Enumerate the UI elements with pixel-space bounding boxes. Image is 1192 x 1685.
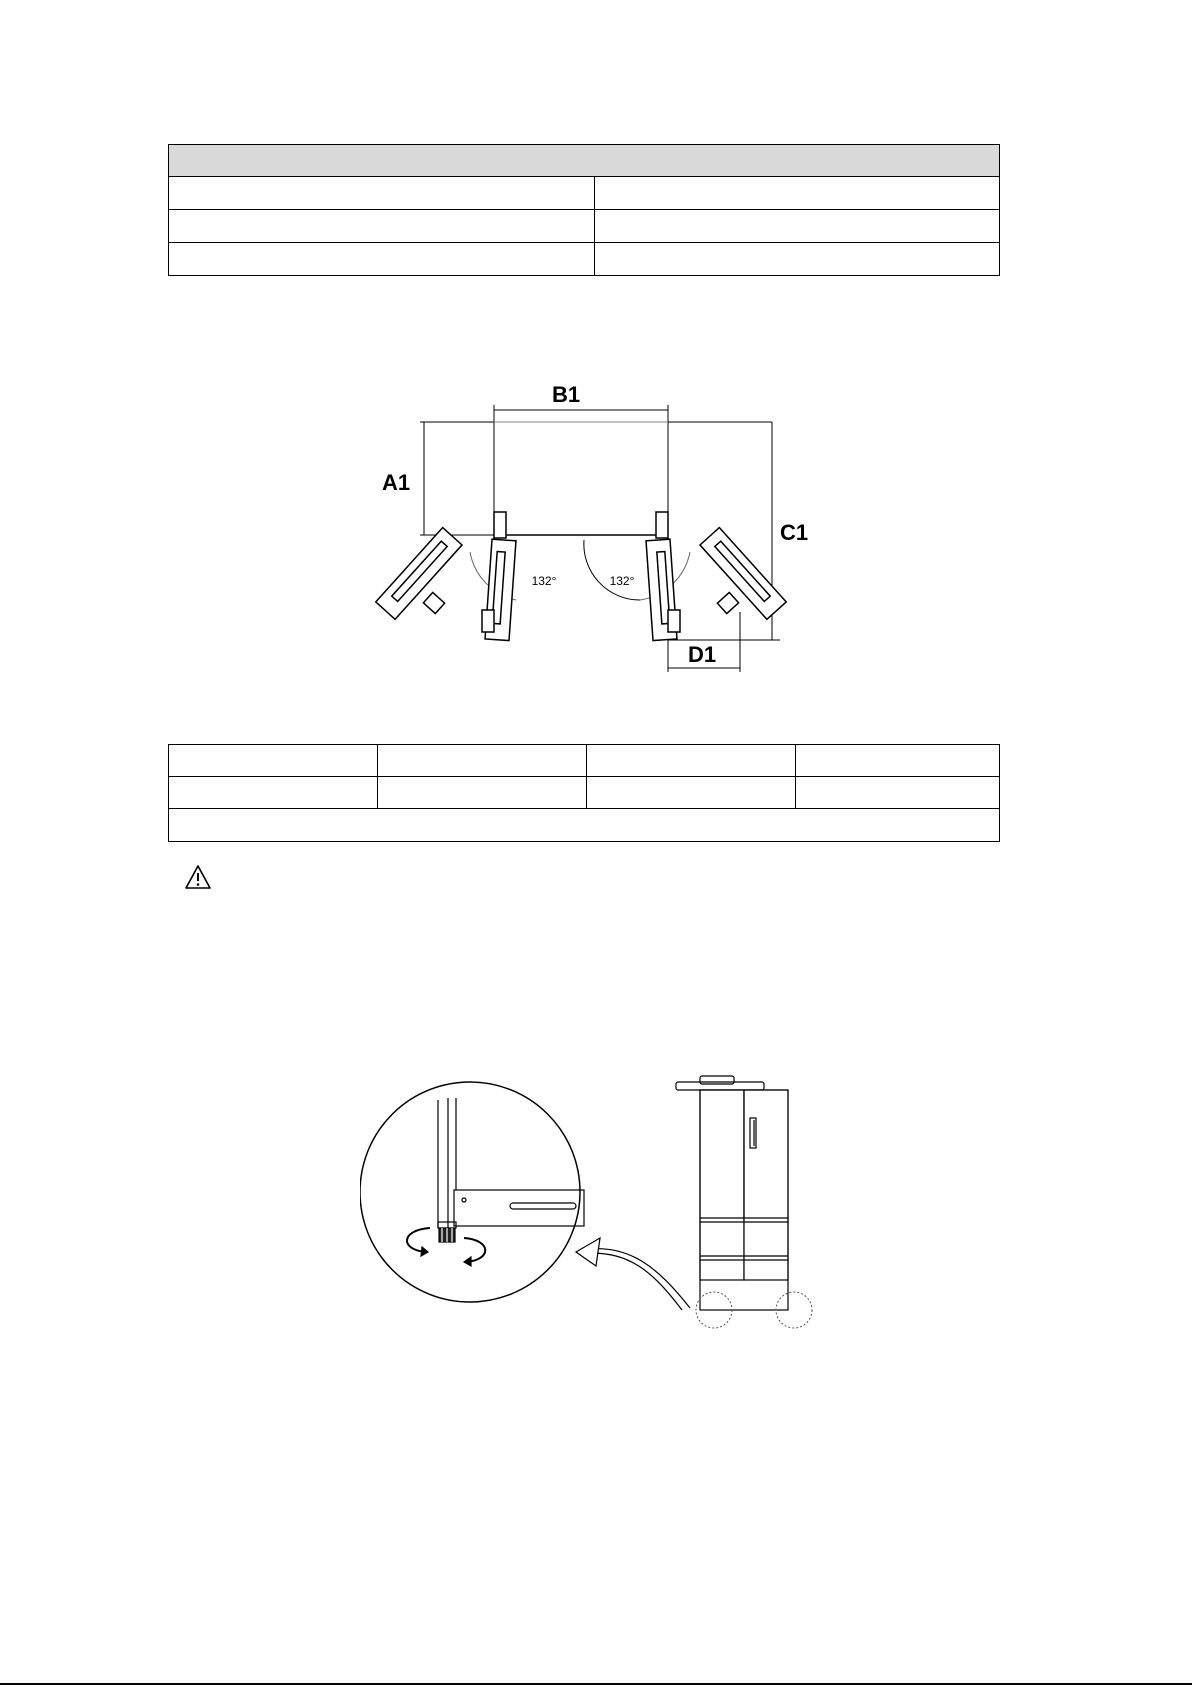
leveling-foot-diagram	[360, 1070, 830, 1342]
dimension-label-a1: A1	[382, 470, 411, 495]
warning-triangle-icon	[184, 864, 212, 890]
clearance-value	[378, 777, 587, 809]
angle-label-left: 132°	[531, 574, 557, 588]
clearance-header-row	[169, 745, 1000, 777]
clearance-value	[796, 777, 1000, 809]
clearance-table	[168, 744, 1000, 842]
table-row	[169, 777, 1000, 809]
clearance-value	[587, 777, 796, 809]
table-row	[169, 809, 1000, 842]
adjustable-foot-icon	[439, 1228, 455, 1242]
door-clearance-diagram	[0, 0, 1192, 720]
clearance-header	[169, 745, 378, 777]
angle-label-right: 132°	[609, 574, 635, 588]
dimension-label-c1: C1	[780, 520, 809, 545]
dimension-label-b1: B1	[551, 382, 581, 407]
dimension-label-d1: D1	[688, 642, 717, 667]
clearance-header	[378, 745, 587, 777]
clearance-note	[169, 809, 1000, 842]
clearance-value	[169, 777, 378, 809]
clearance-header	[587, 745, 796, 777]
clearance-header	[796, 745, 1000, 777]
